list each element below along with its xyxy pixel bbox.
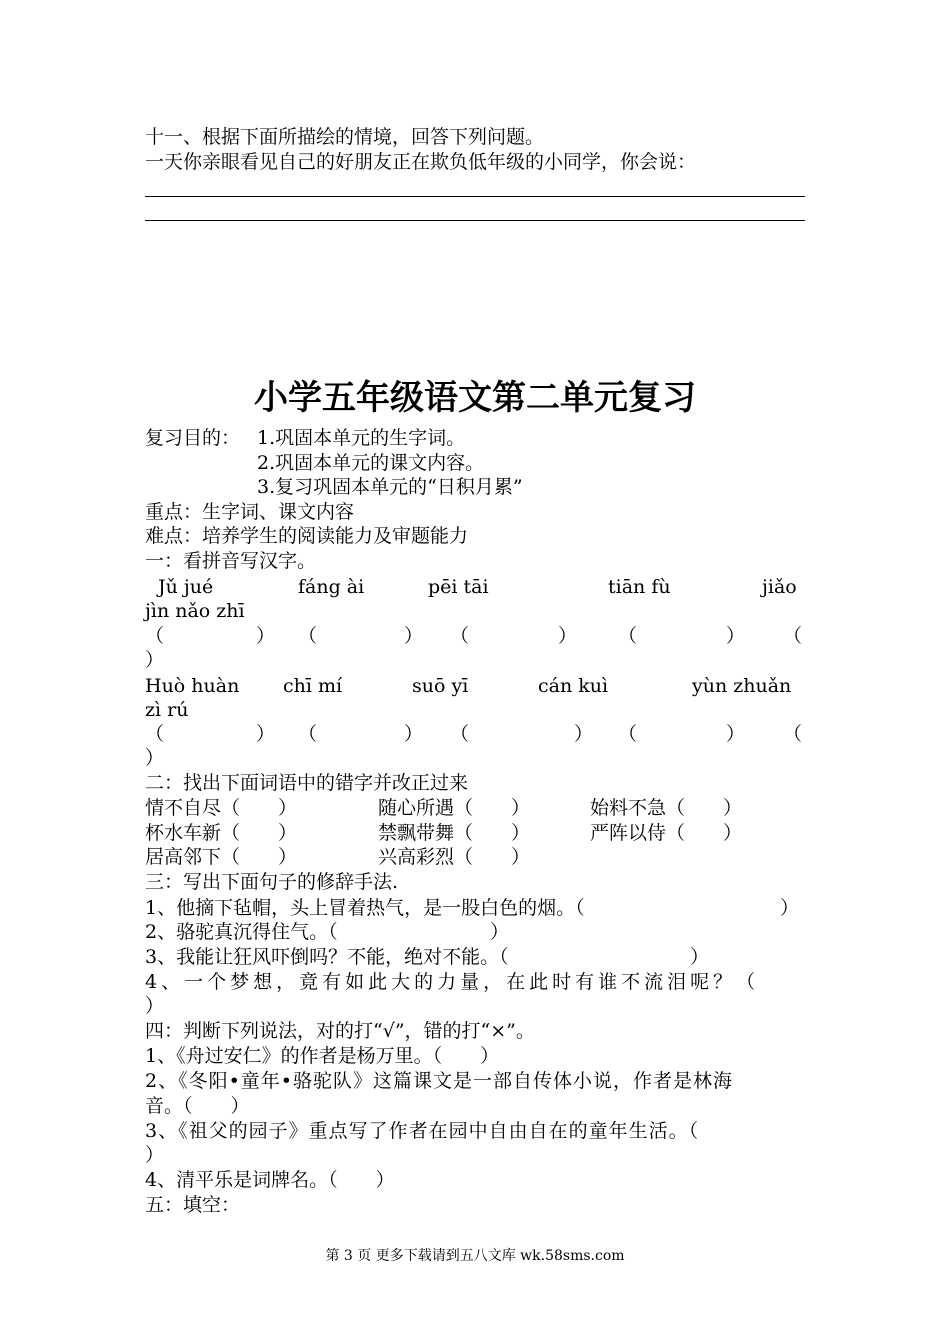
typo-item: 禁飘带舞（ ） — [378, 822, 531, 844]
judge-item-4: 4、清平乐是词牌名。（ ） — [145, 1169, 395, 1191]
answer-paren-close: ） — [145, 649, 165, 671]
typo-item: 始料不急（ ） — [590, 797, 743, 819]
answer-paren-close: ） — [145, 747, 165, 769]
pinyin: fáng ài — [298, 576, 365, 598]
rhetoric-item-3: 3、我能让狂风吓倒吗？不能，绝对不能。（ — [145, 946, 509, 968]
answer-paren-close: ） — [490, 921, 510, 943]
answer-paren-close: ） — [558, 625, 578, 647]
sec4-heading: 四：判断下列说法，对的打“√”，错的打“×”。 — [145, 1020, 535, 1042]
rhetoric-item-2: 2、骆驼真沉得住气。（ — [145, 921, 338, 943]
typo-item: 随心所遇（ ） — [378, 797, 531, 819]
pinyin-wrap: zì rú — [145, 699, 189, 721]
typo-item: 居高邻下（ ） — [145, 846, 298, 868]
pinyin: yùn zhuǎn — [692, 675, 792, 697]
pinyin: suō yī — [412, 675, 469, 697]
answer-paren-open: （ — [450, 625, 470, 647]
answer-paren-open: （ — [783, 723, 803, 745]
answer-paren-open: （ — [783, 625, 803, 647]
page-title: 小学五年级语文第二单元复习 — [254, 378, 696, 418]
answer-line-2 — [145, 220, 805, 221]
pinyin: Huò huàn — [145, 675, 240, 697]
answer-paren-open: （ — [618, 625, 638, 647]
goals-label: 复习目的： — [145, 427, 241, 449]
typo-item: 严阵以侍（ ） — [590, 822, 743, 844]
sec5-heading: 五：填空： — [145, 1194, 241, 1216]
answer-paren-close: ） — [145, 1144, 165, 1166]
answer-paren-close: ） — [404, 723, 424, 745]
rhetoric-item-1: 1、他摘下毡帽，头上冒着热气，是一股白色的烟。（ — [145, 897, 585, 919]
pinyin: tiān fù — [608, 576, 671, 598]
judge-item-3: 3、《祖父的园子》重点写了作者在园中自由自在的童年生活。（ — [145, 1120, 700, 1142]
sec3-heading: 三：写出下面句子的修辞手法. — [145, 871, 399, 893]
answer-paren-close: ） — [690, 946, 710, 968]
pinyin-wrap: jìn nǎo zhī — [145, 600, 245, 622]
answer-paren-close: ） — [256, 723, 276, 745]
answer-paren-close: ） — [145, 995, 165, 1017]
sec1-heading: 一：看拼音写汉字。 — [145, 550, 317, 572]
answer-paren-open: （ — [145, 723, 165, 745]
answer-paren-open: （ — [450, 723, 470, 745]
answer-paren-open: （ — [618, 723, 638, 745]
pinyin: chī mí — [283, 675, 343, 697]
pinyin: pēi tāi — [428, 576, 489, 598]
typo-item: 情不自尽（ ） — [145, 797, 298, 819]
answer-paren-open: （ — [298, 625, 318, 647]
answer-paren-close: ） — [726, 723, 746, 745]
answer-line-1 — [145, 196, 805, 197]
answer-paren-close: ） — [404, 625, 424, 647]
typo-item: 兴高彩烈（ ） — [378, 846, 531, 868]
q11-prompt: 一天你亲眼看见自己的好朋友正在欺负低年级的小同学，你会说： — [145, 151, 697, 173]
judge-item-2-wrap: 音。（ ） — [145, 1095, 250, 1117]
sec2-heading: 二：找出下面词语中的错字并改正过来 — [145, 772, 469, 794]
page-footer: 第 3 页 更多下载请到五八文库 wk.58sms.com — [325, 1248, 625, 1264]
pinyin: Jǔ jué — [158, 576, 214, 598]
goal-1: 1.巩固本单元的生字词。 — [257, 427, 466, 449]
rhetoric-item-4: 4、一个梦想，竟有如此大的力量，在此时有谁不流泪呢？（ — [145, 971, 760, 993]
answer-paren-close: ） — [256, 625, 276, 647]
answer-paren-close: ） — [574, 723, 594, 745]
q11-heading: 十一、根据下面所描绘的情境，回答下列问题。 — [145, 126, 545, 148]
goal-3: 3.复习巩固本单元的“日积月累” — [257, 476, 523, 498]
answer-paren-open: （ — [298, 723, 318, 745]
pinyin: jiǎo — [762, 576, 797, 598]
typo-item: 杯水车新（ ） — [145, 822, 298, 844]
answer-paren-close: ） — [780, 897, 800, 919]
answer-paren-open: （ — [145, 625, 165, 647]
goal-2: 2.巩固本单元的课文内容。 — [257, 452, 485, 474]
judge-item-1: 1、《舟过安仁》的作者是杨万里。（ ） — [145, 1045, 500, 1067]
pinyin: cán kuì — [538, 675, 609, 697]
answer-paren-close: ） — [726, 625, 746, 647]
key-point: 重点：生字词、课文内容 — [145, 501, 355, 523]
difficult-point: 难点：培养学生的阅读能力及审题能力 — [145, 525, 469, 547]
judge-item-2: 2、《冬阳•童年•骆驼队》这篇课文是一部自传体小说，作者是林海 — [145, 1070, 734, 1092]
